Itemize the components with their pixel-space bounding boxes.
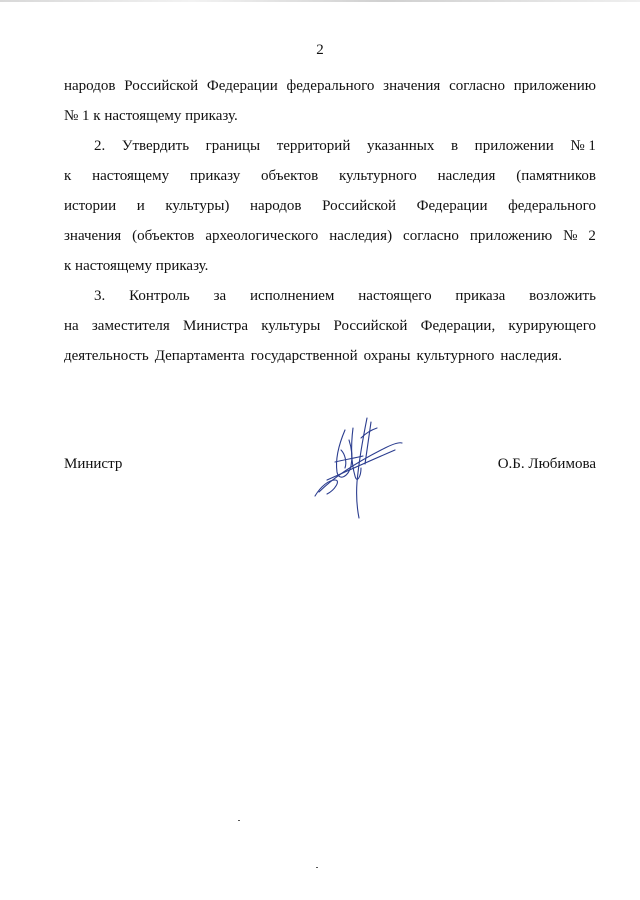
word: 2 <box>588 228 596 244</box>
word: приказа <box>455 288 506 304</box>
word: наследия. <box>500 348 562 364</box>
word: № <box>563 228 578 244</box>
word: Контроль <box>129 288 190 304</box>
paragraph-3 <box>64 281 596 371</box>
word: границы <box>205 138 261 154</box>
word: наследия <box>437 168 496 184</box>
word: культурного <box>416 348 495 364</box>
document-body <box>64 71 596 371</box>
word: указанных <box>366 138 435 154</box>
word: (памятников <box>516 168 596 184</box>
word: культурного <box>338 168 417 184</box>
word: значения <box>383 78 441 94</box>
word: приказу <box>189 168 241 184</box>
signature-block <box>64 452 596 482</box>
word: согласно <box>449 78 505 94</box>
word: приложению <box>513 78 596 94</box>
word: Российской <box>124 78 199 94</box>
word: культуры <box>261 318 321 334</box>
text-line <box>64 251 596 281</box>
word: объектов <box>261 168 319 184</box>
word: федерального <box>286 78 375 94</box>
text-line <box>64 341 596 371</box>
word: приложению <box>469 228 553 244</box>
word: культуры) <box>165 198 230 214</box>
word: приложении <box>474 138 554 154</box>
text-line <box>64 101 596 131</box>
text-line <box>64 161 596 191</box>
word: № 1 к настоящему приказу. <box>64 108 238 124</box>
word: Российской <box>333 318 408 334</box>
scan-speck <box>238 820 240 821</box>
word: государственной <box>250 348 358 364</box>
word: настоящего <box>358 288 432 304</box>
signatory-name: О.Б. Любимова <box>497 456 596 472</box>
text-line <box>64 191 596 221</box>
word: Федерации <box>416 198 488 214</box>
word: и <box>136 198 145 214</box>
word: № 1 <box>570 138 596 154</box>
word: согласно <box>403 228 459 244</box>
word: Утвердить <box>121 138 190 154</box>
word: заместителя <box>91 318 170 334</box>
scan-speck <box>316 867 318 868</box>
word: Департамента <box>154 348 245 364</box>
word: территорий <box>276 138 351 154</box>
word: 3. <box>94 288 106 304</box>
word: к <box>64 168 72 184</box>
signatory-position: Министр <box>64 456 123 472</box>
word: на <box>64 318 79 334</box>
word: в <box>450 138 459 154</box>
word: за <box>213 288 227 304</box>
word: (объектов <box>132 228 195 244</box>
word: к настоящему приказу. <box>64 258 209 274</box>
text-line <box>64 71 596 101</box>
text-line <box>64 131 596 161</box>
word: Российской <box>322 198 397 214</box>
scan-top-edge <box>0 0 640 2</box>
word: 2. <box>94 138 106 154</box>
paragraph-2 <box>64 131 596 281</box>
word: возложить <box>529 288 596 304</box>
word: народов <box>250 198 302 214</box>
word: деятельность <box>64 348 149 364</box>
text-line <box>64 311 596 341</box>
word: Федерации <box>206 78 278 94</box>
paragraph-1 <box>64 71 596 131</box>
word: курирующего <box>508 318 596 334</box>
word: Федерации, <box>420 318 496 334</box>
word: народов <box>64 78 116 94</box>
word: значения <box>64 228 122 244</box>
text-line <box>64 221 596 251</box>
word: исполнением <box>250 288 335 304</box>
word: федерального <box>508 198 596 214</box>
word: истории <box>64 198 117 214</box>
word: охраны <box>363 348 411 364</box>
word: Министра <box>183 318 248 334</box>
page-number: 2 <box>316 42 324 58</box>
word: настоящему <box>92 168 170 184</box>
word: археологического <box>205 228 319 244</box>
text-line <box>64 281 596 311</box>
word: наследия) <box>329 228 393 244</box>
